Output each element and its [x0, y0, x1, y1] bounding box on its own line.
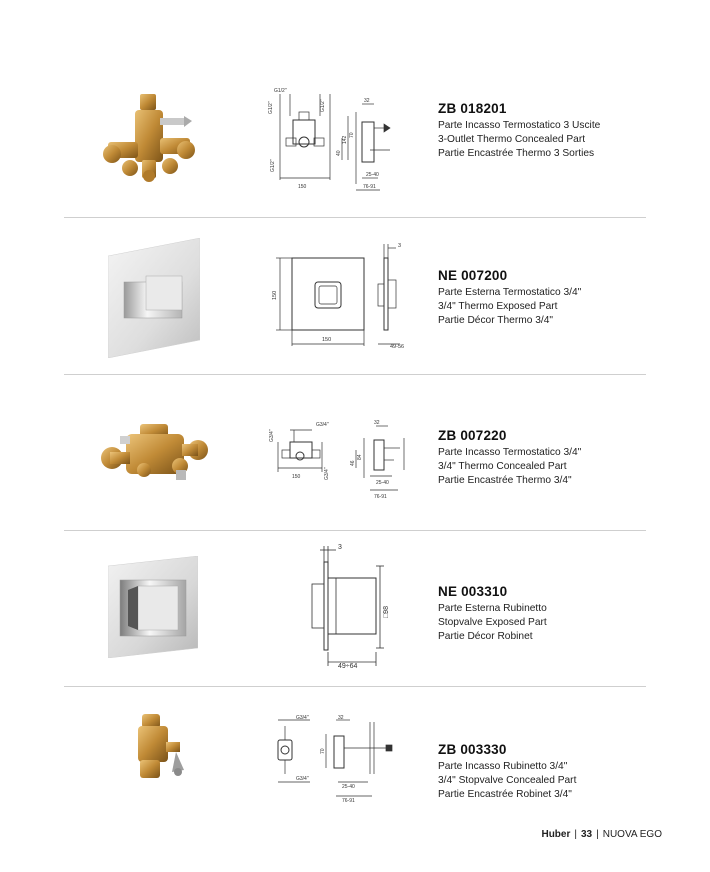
dim-label: 3: [338, 544, 342, 551]
product-code: NE 003310: [438, 584, 508, 599]
product-info: [438, 742, 576, 802]
dim-label: 25-40: [376, 480, 389, 486]
product-photo-ne003310: [108, 556, 198, 663]
product-desc-it: Parte Esterna Termostatico 3/4": [438, 287, 582, 298]
product-desc-it: Parte Esterna Rubinetto: [438, 603, 547, 614]
product-desc-fr: Partie Encastrée Thermo 3/4": [438, 475, 572, 486]
product-photo-zb007220: [100, 420, 210, 489]
dim-label: 76-91: [374, 494, 387, 500]
dim-label: 70: [349, 132, 355, 138]
tech-drawing-zb007220: [266, 412, 416, 509]
dim-label: 32: [338, 715, 344, 721]
dim-label: 76-91: [363, 184, 376, 190]
product-desc-en: 3/4" Thermo Concealed Part: [438, 461, 567, 472]
dim-label: 142: [342, 135, 348, 144]
product-info: [438, 101, 600, 161]
product-desc-fr: Partie Encastrée Thermo 3 Sorties: [438, 148, 595, 159]
product-photo-ne007200: [108, 238, 200, 363]
tech-drawing-ne003310: [300, 540, 400, 677]
dim-label: 40: [336, 150, 342, 156]
dim-label: 46: [350, 460, 356, 466]
dim-label: 150: [292, 474, 301, 480]
dim-label: G3/4": [269, 429, 275, 442]
dim-label: G3/4": [296, 715, 309, 721]
dim-label: 150: [298, 184, 307, 190]
tech-drawing-zb003330: [270, 712, 410, 809]
product-info: [438, 268, 581, 328]
dim-label: G1/2": [274, 88, 287, 94]
product-photo-zb003330: [128, 712, 188, 789]
product-photo-zb018201: [100, 92, 200, 189]
product-info: [438, 428, 581, 488]
page-footer: Huber | 33 | NUOVA EGO: [541, 829, 662, 840]
dim-label: 32: [364, 98, 370, 104]
tech-drawing-zb018201: [266, 88, 396, 199]
dim-label: G1/2": [320, 99, 326, 112]
dim-label: 150: [272, 290, 278, 300]
dim-label: 150: [322, 337, 332, 343]
product-desc-it: Parte Incasso Rubinetto 3/4": [438, 761, 568, 772]
dim-label: G3/4": [296, 776, 309, 782]
dim-label: G1/2": [268, 101, 274, 114]
row-divider: [64, 530, 646, 531]
product-code: ZB 007220: [438, 428, 507, 443]
dim-label: 70: [320, 748, 326, 754]
dim-label: 76-91: [342, 798, 355, 804]
product-info: [438, 584, 547, 644]
dim-label: 3: [398, 243, 402, 249]
page-number: 33: [580, 829, 593, 840]
dim-label: □98: [383, 605, 390, 618]
tech-drawing-ne007200: [266, 240, 416, 355]
product-desc-fr: Partie Décor Thermo 3/4": [438, 315, 553, 326]
product-desc-fr: Partie Encastrée Robinet 3/4": [438, 789, 572, 800]
footer-brand: Huber: [541, 829, 571, 840]
product-desc-en: 3-Outlet Thermo Concealed Part: [438, 134, 586, 145]
product-desc-fr: Partie Décor Robinet: [438, 631, 533, 642]
product-desc-en: Stopvalve Exposed Part: [438, 617, 547, 628]
product-desc-en: 3/4" Thermo Exposed Part: [438, 301, 558, 312]
product-code: ZB 018201: [438, 101, 507, 116]
dim-label: G3/4": [316, 422, 329, 428]
dim-label: 25-40: [366, 172, 379, 178]
dim-label: 49-56: [390, 344, 405, 350]
dim-label: 32: [374, 420, 380, 426]
dim-label: G1/2": [270, 159, 276, 172]
row-divider: [64, 217, 646, 218]
dim-label: 84: [357, 454, 363, 460]
dim-label: 49÷64: [338, 663, 358, 670]
product-code: ZB 003330: [438, 742, 507, 757]
product-desc-it: Parte Incasso Termostatico 3/4": [438, 447, 582, 458]
dim-label: G3/4": [324, 467, 330, 480]
product-desc-it: Parte Incasso Termostatico 3 Uscite: [438, 120, 601, 131]
product-code: NE 007200: [438, 268, 508, 283]
footer-collection: NUOVA EGO: [602, 829, 662, 840]
row-divider: [64, 374, 646, 375]
product-desc-en: 3/4" Stopvalve Concealed Part: [438, 775, 577, 786]
dim-label: 25-40: [342, 784, 355, 790]
row-divider: [64, 686, 646, 687]
